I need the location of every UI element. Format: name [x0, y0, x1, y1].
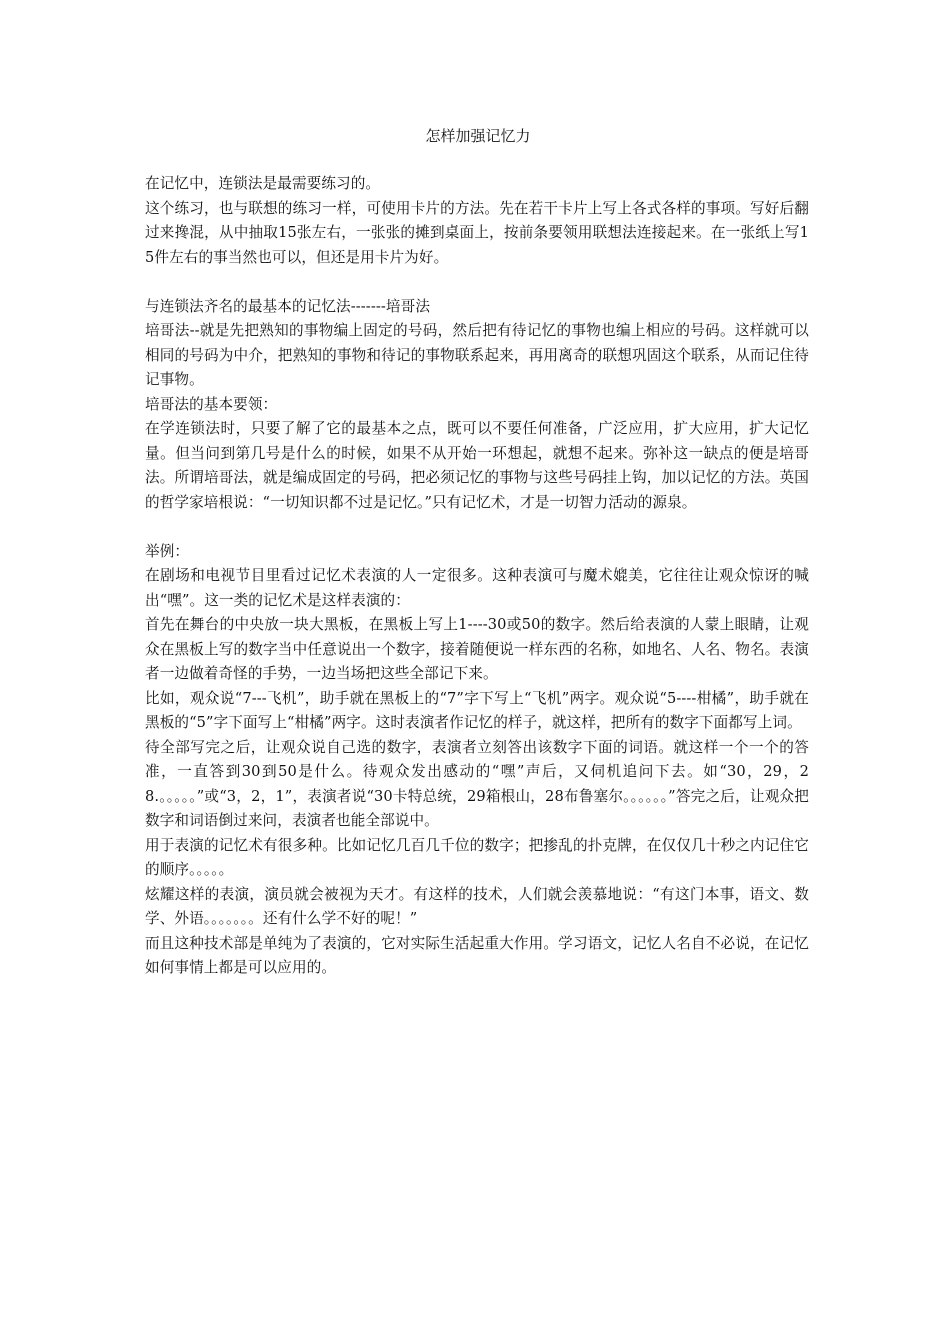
paragraph-peg-essentials: 在学连锁法时，只要了解了它的最基本之点，既可以不要任何准备，广泛应用，扩大应用，扩大记忆量。但当问到第几号是什么的时候，如果不从开始一环想起，就想不起来。弥补这一缺点的便是培哥法。所谓培哥法，就是编成固定的号码，把必须记忆的事物与这些号码挂上钩，加以记忆的方法。英国的哲学家培根说：“一切知识都不过是记忆。”只有记忆术，才是一切智力活动的源泉。: [145, 420, 809, 511]
paragraph-intro: 在记忆中，连锁法是最需要练习的。: [145, 175, 381, 192]
paragraph-blackboard: 首先在舞台的中央放一块大黑板，在黑板上写上1----30或50的数字。然后给表演的人蒙上眼睛，让观众在黑板上写的数字当中任意说出一个数字，接着随便说一样东西的名称，如地名、人名、物名。表演者一边做着奇怪的手势，一边当场把这些全部记下来。: [145, 616, 809, 682]
paragraph-practical-use: 而且这种技术部是单纯为了表演的，它对实际生活起重大作用。学习语文，记忆人名自不必说，在记忆如何事情上都是可以应用的。: [145, 934, 809, 976]
section-heading-example: 举例：: [145, 542, 190, 560]
document-page: [145, 124, 809, 981]
paragraph-peg-essentials-heading: 培哥法的基本要领：: [145, 395, 278, 413]
blank-line: [145, 270, 809, 295]
blank-line: [145, 515, 809, 540]
paragraph-example-intro: 在剧场和电视节目里看过记忆术表演的人一定很多。这种表演可与魔术媲美，它往往让观众惊讶的喊出“嘿”。这一类的记忆术是这样表演的：: [145, 567, 809, 609]
document-title: 怎样加强记忆力: [425, 127, 531, 145]
paragraph-card-practice: 这个练习，也与联想的练习一样，可使用卡片的方法。先在若干卡片上写上各式各样的事项。写好后翻过来搀混，从中抽取15张左右，一张张的摊到桌面上，按前条要领用联想法连接起来。在一张纸上写15件左右的事当然也可以，但还是用卡片为好。: [145, 199, 809, 266]
paragraph-audience-example: 比如，观众说“7---飞机”，助手就在黑板上的“7”字下写上“飞机”两字。观众说“5----柑橘”，助手就在黑板的“5”字下面写上“柑橘”两字。这时表演者作记忆的样子，就这样，把所有的数字下面都写上词。: [145, 689, 809, 731]
paragraph-answering: 待全部写完之后，让观众说自己选的数字，表演者立刻答出该数字下面的词语。就这样一个一个的答准，一直答到30到50是什么。待观众发出感动的“嘿”声后，又伺机追问下去。如“30，29，28.。。。。。”或“3，2，1”，表演者说“30卡特总统，29箱根山，28布鲁塞尔。。。。。。”答完之后，让观众把数字和词语倒过来问，表演者也能全部说中。: [145, 738, 809, 829]
paragraph-performance-types: 用于表演的记忆术有很多种。比如记忆几百几千位的数字；把掺乱的扑克牌，在仅仅几十秒之内记住它的顺序。。。。。: [145, 836, 809, 878]
paragraph-peg-definition: 培哥法--就是先把熟知的事物编上固定的号码，然后把有待记忆的事物也编上相应的号码。这样就可以相同的号码为中介，把熟知的事物和待记的事物联系起来，再用离奇的联想巩固这个联系，从而记住待记事物。: [145, 322, 809, 388]
paragraph-genius: 炫耀这样的表演，演员就会被视为天才。有这样的技术，人们就会羡慕地说：“有这门本事，语文、数学、外语。。。。。。。还有什么学不好的呢！”: [145, 885, 809, 927]
section-heading-peg-method: 与连锁法齐名的最基本的记忆法-------培哥法: [145, 297, 431, 315]
